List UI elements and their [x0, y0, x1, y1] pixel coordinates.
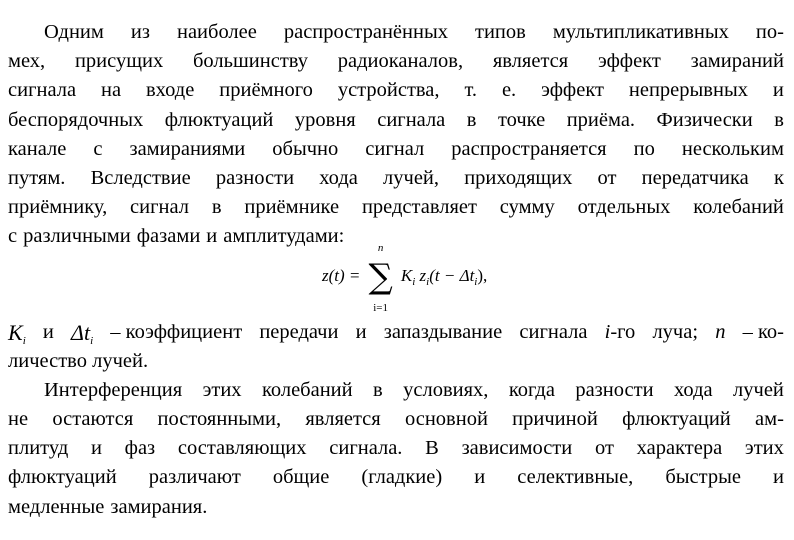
paragraph1-line: [8, 193, 784, 222]
word: в: [373, 378, 383, 401]
word: флюктуаций: [622, 408, 731, 431]
word: замираниями: [129, 137, 246, 160]
paragraph1-line: [8, 76, 784, 105]
sum-lower-limit: i=1: [373, 301, 389, 314]
word: входе: [145, 79, 195, 102]
word: быстрые: [665, 466, 741, 489]
word: не: [8, 408, 29, 431]
word: сигнал: [365, 137, 425, 160]
word: различными: [23, 225, 131, 248]
word: когда: [508, 378, 555, 401]
paragraph2-line: [8, 463, 784, 492]
word: от: [597, 166, 617, 189]
definition-line-1: [8, 318, 784, 347]
def-dt-sub: i: [90, 334, 94, 347]
word: этих: [202, 378, 242, 401]
word: в: [211, 196, 222, 219]
word: эффект: [541, 79, 604, 102]
word: нескольким: [681, 137, 784, 160]
paragraph1-line: [8, 164, 784, 193]
word: и: [90, 437, 102, 460]
paragraph1-line: [8, 222, 784, 251]
word: приёмнику,: [8, 196, 108, 219]
word: зависимости: [461, 437, 573, 460]
word: В: [425, 437, 439, 460]
paragraph2-line: [8, 434, 784, 463]
paragraph1-line: [8, 135, 784, 164]
word: составляющих: [177, 437, 307, 460]
formula-block: [8, 241, 784, 318]
word: фазами: [136, 225, 201, 248]
word: радиоканалов,: [337, 50, 464, 73]
word: лучей,: [383, 166, 440, 189]
word: флюктуаций: [164, 108, 274, 131]
word: амплитудами:: [223, 225, 345, 248]
word: сигнала: [377, 108, 446, 131]
formula-z-sub: i: [426, 275, 430, 288]
word: замираний: [690, 50, 784, 73]
formula-K: K: [400, 265, 413, 285]
word: флюктуаций: [8, 466, 117, 489]
word: причиной: [512, 408, 598, 431]
word: представляет: [361, 196, 477, 219]
word: приёмного: [219, 79, 313, 102]
def-word-5: сигнала: [519, 320, 588, 343]
word: этих: [744, 437, 784, 460]
word: (гладкие): [361, 466, 443, 489]
word: в: [774, 108, 784, 131]
def-and: и: [42, 320, 54, 343]
word: непрерывных: [628, 79, 748, 102]
word: с: [8, 225, 18, 248]
word: типов: [474, 21, 526, 43]
paragraph1-line: [8, 18, 784, 47]
formula-args: (t − Δt: [429, 265, 475, 285]
word: уровня: [294, 108, 356, 131]
def-word-4: запаздывание: [383, 320, 503, 343]
word: по-: [755, 21, 784, 43]
sum-upper-limit: n: [377, 241, 384, 254]
def-end: – ко-: [742, 320, 784, 343]
word: наиболее: [176, 21, 257, 43]
formula-lhs: z(t) =: [322, 265, 361, 285]
word: колебаний: [693, 196, 784, 219]
word: и: [772, 79, 784, 102]
word: селективные,: [517, 466, 634, 489]
word: путям.: [8, 166, 66, 189]
word: является: [305, 408, 381, 431]
def-K: K: [8, 319, 23, 345]
paragraph2-line: [8, 376, 784, 405]
word: постоянными,: [157, 408, 282, 431]
paragraph1-line: [8, 106, 784, 135]
word: к: [773, 166, 784, 189]
word: устройства,: [337, 79, 440, 102]
word: сигнала.: [329, 437, 403, 460]
word: разности: [575, 378, 654, 401]
word: беспорядочных: [8, 108, 144, 131]
def-word-2: передачи: [259, 320, 339, 343]
paragraph-1: [8, 18, 784, 252]
def-word-1: – коэффициент: [110, 320, 243, 343]
word: Одним: [44, 21, 104, 43]
word: и: [773, 466, 784, 489]
word: хода: [319, 166, 358, 189]
formula-dt-sub: i: [474, 275, 478, 288]
word: приёма.: [566, 108, 636, 131]
word: по: [633, 137, 655, 160]
word: распространённых: [283, 21, 448, 43]
word: фаз: [124, 437, 156, 460]
word: остаются: [52, 408, 134, 431]
paragraph2-line: [8, 493, 784, 522]
word: разности: [215, 166, 295, 189]
word: ам-: [755, 408, 784, 431]
formula-z: z: [419, 265, 427, 285]
def-dt: Δt: [71, 319, 91, 345]
def-K-sub: i: [22, 334, 26, 347]
word: является: [492, 50, 569, 73]
definition-line-2: [8, 347, 784, 376]
word: общие: [272, 466, 330, 489]
formula-end: ),: [477, 265, 488, 285]
word: основной: [404, 408, 488, 431]
document-page: [8, 18, 784, 522]
word: замирания.: [110, 495, 208, 518]
word: условиях,: [403, 378, 489, 401]
word: приходящих: [464, 166, 573, 189]
word: характера: [636, 437, 723, 460]
word: в: [466, 108, 477, 131]
word: большинству: [193, 50, 309, 73]
word: е.: [501, 79, 517, 102]
word: распространяется: [451, 137, 607, 160]
word: плитуд: [8, 437, 69, 460]
sum-operator: n ∑ i=1: [368, 241, 393, 314]
definition-text: [8, 318, 784, 376]
word: медленные: [8, 495, 105, 518]
def-word-3: и: [355, 320, 367, 343]
word: Интерференция: [44, 378, 183, 401]
word: различают: [148, 466, 241, 489]
word: сигнал: [130, 196, 189, 219]
paragraph1-line: [8, 47, 784, 76]
word: Вследствие: [90, 166, 191, 189]
word: из: [130, 21, 150, 43]
def-i: i: [604, 320, 611, 343]
paragraph-2: [8, 376, 784, 522]
word: с: [93, 137, 103, 160]
word: сигнала: [8, 79, 77, 102]
word: мультипликативных: [552, 21, 729, 43]
word: на: [100, 79, 122, 102]
paragraph2-line: [8, 405, 784, 434]
formula-K-sub: i: [412, 275, 416, 288]
def-tail-1: -го: [610, 320, 636, 343]
word: хода: [673, 378, 713, 401]
word: от: [594, 437, 614, 460]
word: и: [474, 466, 486, 489]
word: отдельных: [577, 196, 671, 219]
word: лучей: [733, 378, 784, 401]
word: мех,: [8, 50, 46, 73]
word: колебаний: [261, 378, 353, 401]
word: присущих: [74, 50, 164, 73]
word: эффект: [597, 50, 661, 73]
formula: [322, 241, 488, 314]
word: точке: [497, 108, 546, 131]
word: т.: [464, 79, 478, 102]
def-tail-2: луча;: [652, 320, 699, 343]
word: сумму: [499, 196, 555, 219]
word: канале: [8, 137, 67, 160]
word: обычно: [272, 137, 339, 160]
def-n: n: [715, 320, 726, 343]
def-line-2: личество лучей.: [8, 349, 149, 372]
word: передатчика: [641, 166, 749, 189]
word: приёмнике: [244, 196, 340, 219]
word: Физически: [656, 108, 753, 131]
word: и: [206, 225, 218, 248]
